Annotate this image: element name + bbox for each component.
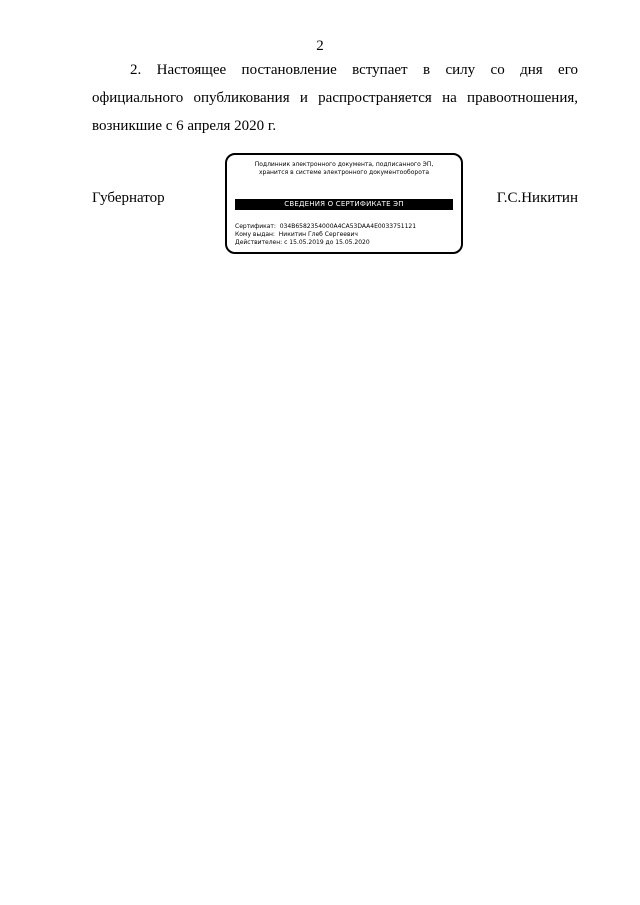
signer-title: Губернатор bbox=[92, 190, 165, 206]
page-number: 2 bbox=[316, 38, 324, 54]
validity-value: с 15.05.2019 до 15.05.2020 bbox=[284, 239, 370, 246]
electronic-signature-stamp bbox=[225, 153, 463, 254]
issued-to-value: Никитин Глеб Сергеевич bbox=[278, 231, 358, 238]
paragraph-line: возникшие с 6 апреля 2020 г. bbox=[92, 118, 277, 134]
issued-to-row bbox=[235, 231, 416, 239]
validity-row bbox=[235, 239, 416, 247]
stamp-details bbox=[235, 223, 416, 247]
certificate-row bbox=[235, 223, 416, 231]
stamp-header bbox=[227, 161, 461, 177]
stamp-header-line: хранится в системе электронного документооборота bbox=[258, 169, 430, 176]
issued-to-label: Кому выдан: bbox=[235, 231, 275, 238]
stamp-banner: СВЕДЕНИЯ О СЕРТИФИКАТЕ ЭП bbox=[235, 199, 453, 210]
body-paragraph bbox=[92, 56, 578, 140]
validity-label: Действителен: bbox=[235, 239, 283, 246]
signer-name: Г.С.Никитин bbox=[496, 190, 578, 206]
paragraph-line: официального опубликования и распространяется на правоотношения, bbox=[92, 90, 578, 106]
stamp-header-line: Подлинник электронного документа, подписанного ЭП, bbox=[254, 161, 434, 168]
certificate-label: Сертификат: bbox=[235, 223, 276, 230]
certificate-value: 034B6582354000A4CA53DAA4E0033751121 bbox=[279, 223, 417, 230]
paragraph-line: 2. Настоящее постановление вступает в силу со дня его bbox=[130, 62, 578, 78]
